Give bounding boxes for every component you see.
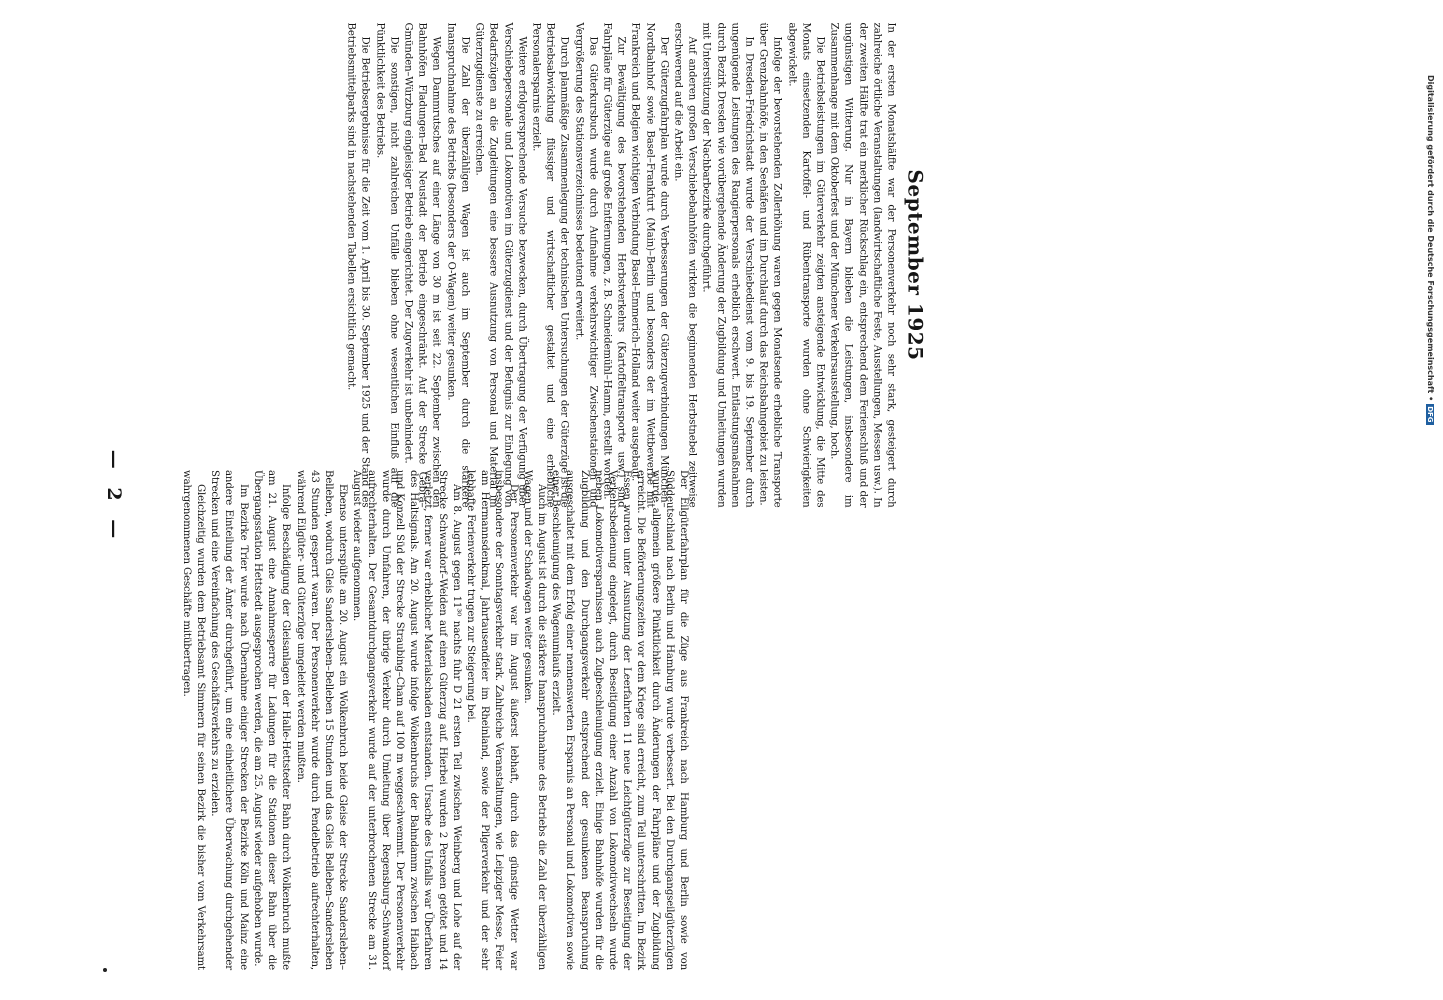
paragraph: Weitere erfolgversprechende Versuche bezwecken, durch Übertragung der Verfügung über Verschiebepersonale und Lokomotiven im Güterzugdienst und der Befugnis zur Einlegung von Bedarfszügen an die Zugleitungen eine bessere Ausnutzung von Personal und Material im Güterzugdienste zu erreichen. (473, 22, 528, 508)
credit-text: Digitalisierung gefördert durch die Deutsche Forschungsgemeinschaft • (1426, 75, 1435, 402)
paragraph: Der Personenverkehr war im August äußerst lebhaft, durch das günstige Wetter war insbesondere der Sonntagsverkehr stark. Zahlreiche Veranstaltungen, wie Leipziger Messe, Feier am Hermannsdenkmal, Jahrtausendfeier im Rheinland, sowie der Pilgerverkehr und der sehr lebhafte Ferienverkehr trugen zur Steigerung bei. (464, 470, 519, 970)
paragraph: In der ersten Monatshälfte war der Personenverkehr noch sehr stark, gesteigert durch zahlreiche örtliche Veranstaltungen (landwirtschaftliche Feste, Ausstellungen, Messen usw.). In der zweiten Hälfte trat ein merklicher Rückschlag ein, entsprechend dem Ferienschluß und der ungünstigen Witterung. Nur in Bayern blieben die Leistungen, insbesondere im Zusammenhange mit dem Oktoberfest und der Münchener Verkehrsausstellung, hoch. (828, 22, 897, 508)
paragraph: Das Güterkursbuch wurde durch Aufnahme verkehrswichtiger Zwischenstationen und Vergrößerung des Stationsverzeichnisses bedeutend erweitert. (573, 22, 599, 508)
paragraph: Der Eilgüterfahrplan für die Züge aus Frankreich nach Hamburg und Berlin sowie von Süddeutschland nach Berlin und Hamburg wurde verbessert. Bei den Durchgangseilgüterzügen wurde allgemein größere Pünktlichkeit durch Änderungen der Fahrpläne und der Zugbildung erreicht. Die Beförderungszeiten vor dem Kriege sind erreicht, zum Teil unterschritten. Im Bezirk Essen wurden unter Ausnutzung der Leerfahrten 11 neue Leichtgüterzüge zur Beseitigung der Verkehrsbedienung eingelegt, durch Beseitigung einer Anzahl von Lokomotivwechseln wurde neben Lokomotiversparnissen auch Zugbeschleunigung erzielt. Einige Bahnhöfe wurden für die Zugbildung und den Durchgangsverkehr entsprechend der gesunkenen Beanspruchung ausgeschaltet mit dem Erfolg einer nennenswerten Ersparnis an Personal und Lokomotiven sowie einer Beschleunigung des Wagenumlaufs erzielt. (550, 470, 689, 970)
digitization-credit (1427, 75, 1443, 465)
paragraph: Im Bezirke Trier wurde nach Übernahme einiger Strecken der Bezirke Köln und Mainz eine andere Einteilung der Ämter durchgeführt, um eine einheitlichere Überwachung durchgehender Strecken und eine Vereinfachung des Geschäftsverkehrs zu erzielen. (209, 470, 249, 970)
paragraph: Die Betriebsleistungen im Güterverkehr zeigten ansteigende Entwicklung, die Mitte des Monats einsetzenden Kartoffel- und Rübentransporte wurden ohne Schwierigkeiten abgewickelt. (786, 22, 826, 508)
paragraph: Zur Bewältigung des bevorstehenden Herbstverkehrs (Kartoffeltransporte usw.) sind Fahrpläne für Güterzüge auf große Entfernungen, z. B. Schneidemühl–Hamm, erstellt worden. (601, 22, 627, 508)
paragraph: Gleichzeitig wurden dem Betriebsamt Simmern für seinen Bezirk die bisher vom Verkehrsamt wahrgenommenen Geschäfte mitübertragen. (180, 470, 207, 970)
right-text-column (345, 22, 928, 508)
paragraph: Die Zahl der überzähligen Wagen ist auch im September durch die stärkere Inanspruchnahme des Betriebs (besonders der O-Wagen) weiter gesunken. (445, 22, 471, 508)
dfg-logo: DFG (1426, 406, 1434, 423)
paragraph: Am 8. August gegen 11³⁰ nachts fuhr D 21 ersten Teil zwischen Weinberg und Lohe auf der Strecke Schwandorf–Weiden auf einen Güterzug auf. Hierbei wurden 2 Personen getötet und 14 verletzt, ferner war erheblicher Materialschaden entstanden. Ursache des Unfalls war Überfahren des Haltsignals. Am 20. August wurde infolge Wolkenbruchs der Bahndamm zwischen Haibach und Konzell Süd der Strecke Straubing–Cham auf 100 m weggeschwemmt. Der Personenverkehr wurde durch Umfahren, der übrige Verkehr durch Umleitung über Regensburg–Schwandorf aufrechterhalten. Der Gesamtdurchgangsverkehr wurde auf der unterbrochenen Strecke am 31. August wieder aufgenommen. (351, 470, 462, 970)
paragraph: Infolge Beschädigung der Gleisanlagen der Halle-Hettstedter Bahn durch Wolkenbruch mußte am 21. August eine Annahmesperre für Ladungen für die Stationen dieser Bahn über die Übergangsstation Hettstedt ausgesprochen werden, die am 25. August wieder aufgehoben wurde. (251, 470, 292, 970)
paragraph: Wegen Dammrutsches auf einer Länge von 30 m ist seit 22. September zwischen den Bahnhöfen Fladungen–Bad Neustadt der Betrieb eingeschränkt. Auf der Strecke Gebra–Gmünden–Würzburg eingleisiger Betrieb eingerichtet. Der Zugverkehr ist unbehindert. (402, 22, 442, 508)
paragraph: Der Güterzugfahrplan wurde durch Verbesserungen der Güterzugverbindungen München–Nordbahnhof sowie Basel–Frankfurt (Main)–Berlin und besonders der im Wettbewerbe mit Frankreich und Belgien wichtigen Verbindung Basel–Emmerich–Holland weiter ausgebaut. (629, 22, 670, 508)
paragraph: In Dresden-Friedrichstadt wurde der Verschiebedienst vom 9. bis 19. September durch ungenügende Leistungen des Rangierpersonals erheblich erschwert. Entlastungsmaßnahmen durch Bezirk Dresden wie vorübergehende Änderung der Zugbildung und Umleitungen wurden mit Unterstützung der Nachbarbezirke durchgeführt. (700, 22, 755, 508)
bullet-mark (103, 968, 107, 972)
paragraph: Auf anderen großen Verschiebebahnhöfen wirkten die beginnenden Herbstnebel zeitweise erschwerend auf die Arbeit ein. (672, 22, 698, 508)
right-column-body (344, 23, 898, 508)
left-text-column (180, 470, 690, 970)
paragraph: Die Betriebsergebnisse für die Zeit vom 1. April bis 30. September 1925 und der Stand des Betriebsmittelparks sind in nachstehenden Tabellen ersichtlich gemacht. (345, 22, 371, 508)
page-heading: September 1925 (903, 169, 928, 361)
left-column-body (179, 470, 690, 970)
paragraph: Auch im August ist durch die stärkere Inanspruchnahme des Betriebs die Zahl der überzähligen Wagen und der Schadwagen weiter gesunken. (521, 470, 547, 970)
page-number: — 2 — (103, 449, 125, 545)
page-number-block (95, 447, 125, 547)
paragraph: Durch planmäßige Zusammenlegung der technischen Untersuchungen der Güterzüge ist die Betriebsabwicklung flüssiger und wirtschaftlicher gestaltet und eine erhebliche Personalersparnis erzielt. (530, 22, 570, 508)
paragraph: Die sonstigen, nicht zahlreichen Unfälle blieben ohne wesentlichen Einfluß auf die Pünktlichkeit des Betriebs. (374, 22, 400, 508)
paragraph: Ebenso unterspülte am 20. August ein Wolkenbruch beide Gleise der Strecke Sandersleben–Belleben, wodurch Gleis Sandersleben–Belleben 15 Stunden und das Gleis Belleben–Sandersleben 43 Stunden gesperrt waren. Der Personenverkehr wurde durch Pendelbetrieb aufrechterhalten, während Eilgüter- und Güterzüge umgeleitet werden mußten. (294, 470, 349, 970)
paragraph: Infolge der bevorstehenden Zollerhöhung waren gegen Monatsende erhebliche Transporte über Grenzbahnhöfe, in den Seehäfen und im Durchlauf durch das Reichsbahngebiet zu leisten. (757, 22, 783, 508)
